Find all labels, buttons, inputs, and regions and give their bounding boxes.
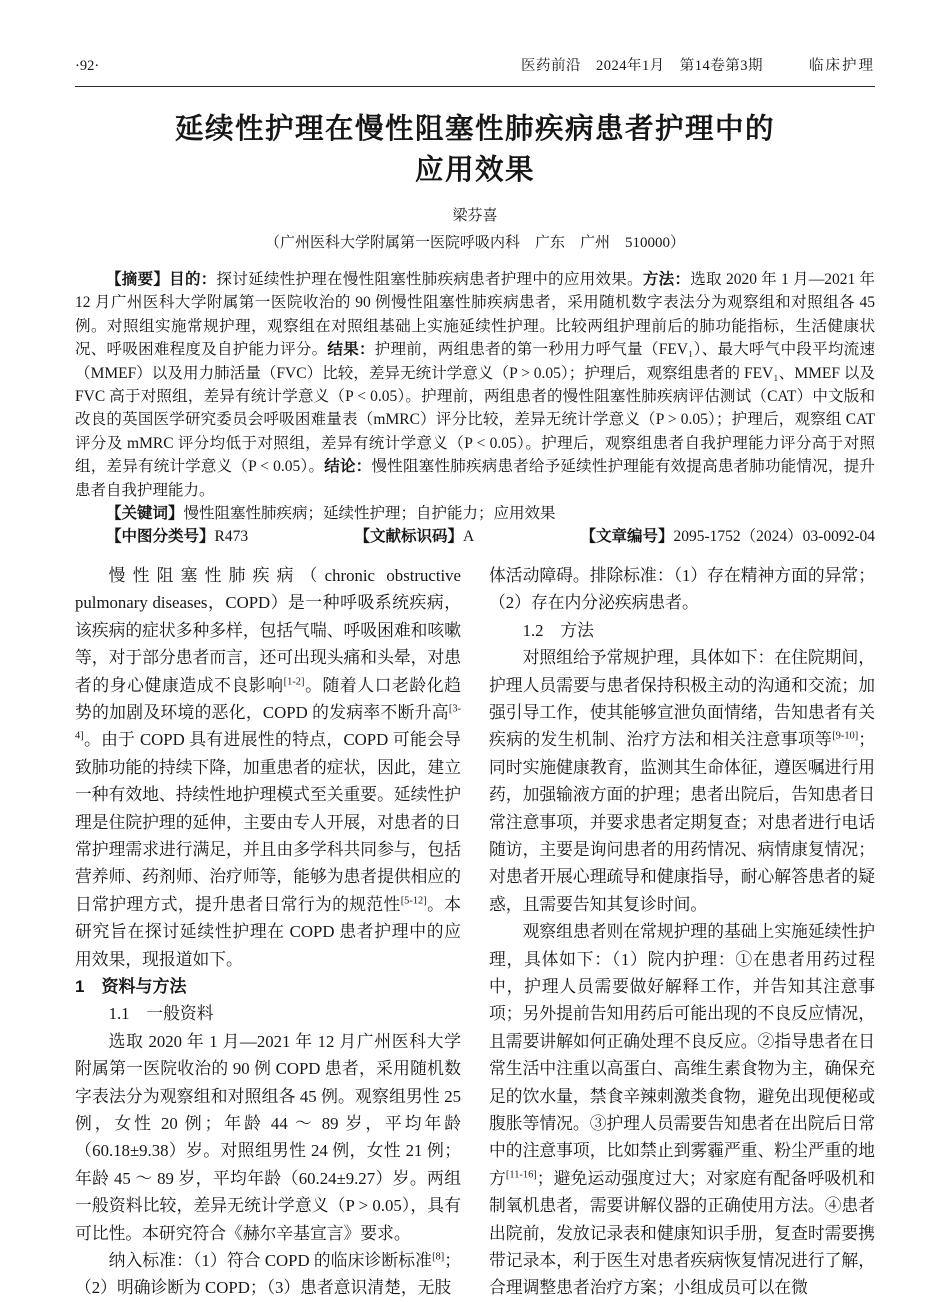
abstract-text: 护理前，两组患者的第一秒用力呼气量（FEV₁）、最大呼气中段平均流速（MMEF）以及用力肺活量（FVC）比较，差异无统计学意义（P > 0.05）；护理后，观察组患者的 FEV₁、MMEF 以及 FVC 高于对照组，差异有统计学意义（P < 0.05）。护理前，两组患者的慢性阻塞性肺疾病评估测试（CAT）中文版和改良的英国医学研究委员会呼吸困难量表（mMRC）评分比较，差异无统计学意义（P > 0.05）；护理后，观察组 CAT 评分及 mMRC 评分均低于对照组，差异有统计学意义（P < 0.05）。护理后，观察组患者自我护理能力评分高于对照组，差异有统计学意义（P < 0.05）。 bbox=[75, 341, 875, 476]
document-code bbox=[354, 525, 474, 548]
right-column bbox=[489, 562, 875, 1302]
left-column bbox=[75, 562, 461, 1302]
journal-issue-info: 医药前沿 2024年1月 第14卷第3期 bbox=[521, 58, 763, 74]
body-paragraph: 选取 2020 年 1 月—2021 年 12 月广州医科大学附属第一医院收治的 90 例 COPD 患者，采用随机数字表法分为观察组和对照组各 45 例。观察组男性 25 例，女性 20 例；年龄 44 ～ 89 岁，平均年龄（60.18±9.38）岁。对照组男性 24 例，女性 21 例；年龄 45 ～ 89 岁，平均年龄（60.24±9.27）岁。两组一般资料比较，差异无统计学意义（P > 0.05），具有可比性。本研究符合《赫尔辛基宣言》要求。 bbox=[75, 1031, 461, 1243]
clc-value: R473 bbox=[214, 528, 249, 546]
clc-number bbox=[106, 525, 248, 548]
abstract-section-label: 结果： bbox=[327, 341, 375, 359]
section-heading: 1 资料与方法 bbox=[75, 976, 187, 996]
article-id bbox=[580, 525, 875, 548]
abstract-paragraph bbox=[75, 268, 875, 502]
body-paragraph: 对照组给予常规护理，具体如下：在住院期间，护理人员需要与患者保持积极主动的沟通和交流；加强引导工作，使其能够宣泄负面情绪，告知患者有关疾病的发生机制、治疗方法和相关注意事项等[9-10]；同时实施健康教育，监测其生命体征，遵医嘱进行用药，加强输液方面的护理；患者出院后，告知患者日常注意事项，并要求患者定期复查；对患者进行电话随访，主要是询问患者的用药情况、病情康复情况；对患者开展心理疏导和健康指导，耐心解答患者的疑惑，且需要告知其复诊时间。 bbox=[489, 648, 876, 914]
body-paragraph: 纳入标准：（1）符合 COPD 的临床诊断标准[8]；（2）明确诊断为 COPD；（3）患者意识清楚，无肢 bbox=[75, 1251, 461, 1298]
keywords-text: 慢性阻塞性肺疾病；延续性护理；自护能力；应用效果 bbox=[183, 505, 556, 523]
keywords-line bbox=[75, 502, 875, 525]
author-affiliation: （广州医科大学附属第一医院呼吸内科 广东 广州 510000） bbox=[264, 235, 685, 251]
clc-label: 【中图分类号】 bbox=[106, 528, 215, 546]
abstract-section-label: 【摘要】目的： bbox=[106, 271, 217, 288]
author-name: 梁芬喜 bbox=[452, 208, 498, 224]
abstract-text: 选取 2020 年 1 月—2021 年 12 月广州医科大学附属第一医院收治的 90 例慢性阻塞性肺疾病患者，采用随机数字表法分为观察组和对照组各 45 例。对照组实施常规护理，观察组在对照组基础上实施延续性护理。比较两组护理前后的肺功能指标，生活健康状况、呼吸困难程度及自护能力评分。 bbox=[75, 271, 875, 359]
abstract-text: 慢性阻塞性肺疾病患者给予延续性护理能有效提高患者肺功能情况，提升患者自我护理能力。 bbox=[75, 458, 875, 499]
keywords-label: 【关键词】 bbox=[106, 505, 184, 523]
body-paragraph: 观察组患者则在常规护理的基础上实施延续性护理，具体如下：（1）院内护理：①在患者用药过程中，护理人员需要做好解释工作，并告知其注意事项；另外提前告知用药后可能出现的不良反应情况，且需要讲解如何正确处理不良反应。②指导患者在日常生活中注重以高蛋白、高维生素食物为主，确保充足的饮水量，禁食辛辣刺激类食物，避免出现便秘或腹胀等情况。③护理人员需要告知患者在出院后日常中的注意事项，比如禁止到雾霾严重、粉尘严重的地方[11-16]；避免运动强度过大；对家庭有配备呼吸机和制氧机患者，需要讲解仪器的正确使用方法。④患者出院前，发放记录表和健康知识手册，复查时需要携带记录本，利于医生对患者疾病恢复情况进行了解，合理调整患者治疗方案；小组成员可以在微 bbox=[489, 922, 876, 1298]
subsection-heading: 1.1 一般资料 bbox=[108, 1004, 214, 1024]
article-id-value: 2095-1752（2024）03-0092-04 bbox=[673, 528, 875, 546]
article-title-line2: 应用效果 bbox=[414, 155, 535, 186]
body-paragraph: 体活动障碍。排除标准：（1）存在精神方面的异常；（2）存在内分泌疾病患者。 bbox=[489, 565, 875, 613]
abstract-text: 探讨延续性护理在慢性阻塞性肺疾病患者护理中的应用效果。 bbox=[216, 271, 643, 288]
column-section-label: 临床护理 bbox=[809, 58, 875, 74]
article-title-line1: 延续性护理在慢性阻塞性肺疾病患者护理中的 bbox=[174, 114, 775, 145]
abstract-section-label: 结论： bbox=[324, 458, 372, 476]
body-paragraph: 慢性阻塞性肺疾病（chronic obstructive pulmonary diseases，COPD）是一种呼吸系统疾病，该疾病的症状多种多样，包括气喘、呼吸困难和咳嗽等，对于部分患者而言，还可出现头痛和头晕，对患者的身心健康造成不良影响[1-2]。随着人口老龄化趋势的加剧及环境的恶化，COPD 的发病率不断升高[3-4]。由于 COPD 具有进展性的特点，COPD 可能会导致肺功能的持续下降，加重患者的症状，因此，建立一种有效地、持续性地护理模式至关重要。延续性护理是住院护理的延伸，主要由专人开展，对患者的日常护理需求进行满足，并且由多学科共同参与，包括营养师、药剂师、治疗师等，能够为患者提供相应的日常护理方式，提升患者日常行为的规范性[5-12]。本研究旨在探讨延续性护理在 COPD 患者护理中的应用效果，现报道如下。 bbox=[75, 565, 461, 969]
meta-row bbox=[75, 525, 875, 548]
document-code-value: A bbox=[462, 528, 475, 546]
article-title bbox=[105, 109, 845, 191]
abstract-section-label: 方法： bbox=[642, 271, 691, 288]
article-id-label: 【文章编号】 bbox=[580, 528, 674, 546]
document-code-label: 【文献标识码】 bbox=[354, 528, 463, 546]
body-columns bbox=[75, 562, 875, 1302]
running-head bbox=[75, 54, 875, 87]
subsection-heading: 1.2 方法 bbox=[522, 620, 594, 640]
page-number: ·92· bbox=[75, 58, 100, 74]
